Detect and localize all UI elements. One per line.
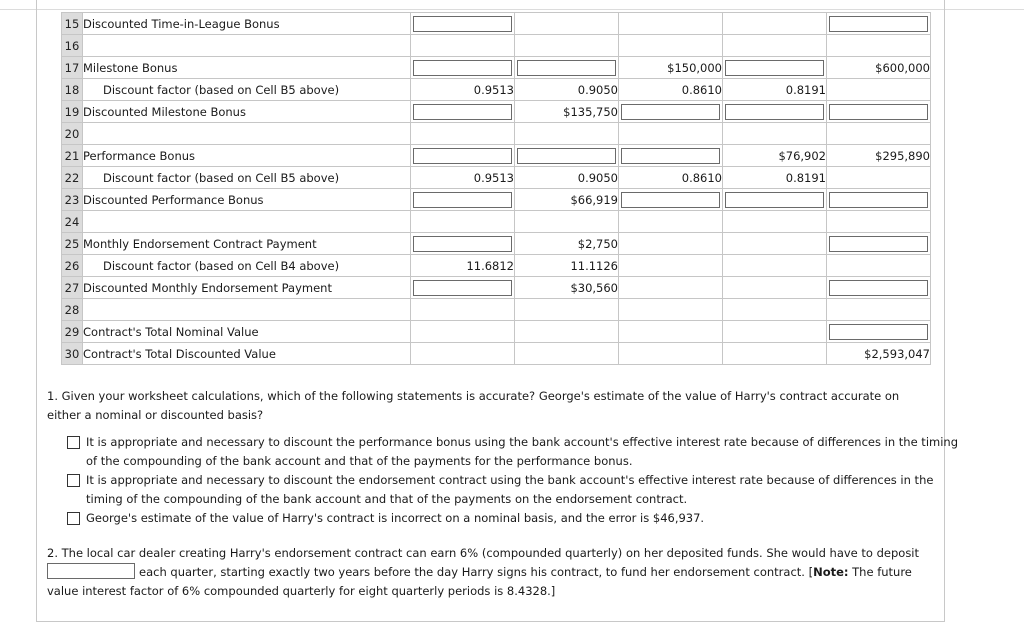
cell-value: $295,890 bbox=[827, 145, 931, 167]
cell-value: 11.1126 bbox=[515, 255, 619, 277]
answer-input-box[interactable] bbox=[413, 236, 512, 252]
row-number: 25 bbox=[62, 233, 83, 255]
cell-input[interactable] bbox=[723, 189, 827, 211]
sheet-row bbox=[62, 255, 931, 277]
cell-input[interactable] bbox=[411, 57, 515, 79]
row-label bbox=[83, 123, 411, 145]
sheet-row bbox=[62, 79, 931, 101]
answer-input-box[interactable] bbox=[829, 104, 928, 120]
cell-empty bbox=[515, 299, 619, 321]
option-1-label: It is appropriate and necessary to discount the performance bonus using the bank account's effective interest rate because of differences in the timing of the compounding of the bank account and that of the payments for the performance bonus. bbox=[86, 435, 958, 468]
row-number: 18 bbox=[62, 79, 83, 101]
answer-input-box[interactable] bbox=[413, 192, 512, 208]
row-label bbox=[83, 35, 411, 57]
cell-empty bbox=[723, 233, 827, 255]
cell-input[interactable] bbox=[411, 277, 515, 299]
answer-input-box[interactable] bbox=[725, 104, 824, 120]
sheet-row bbox=[62, 321, 931, 343]
cell-empty bbox=[619, 211, 723, 233]
cell-empty bbox=[723, 277, 827, 299]
cell-empty bbox=[619, 13, 723, 35]
row-label bbox=[83, 299, 411, 321]
answer-input-box[interactable] bbox=[829, 324, 928, 340]
row-label: Contract's Total Nominal Value bbox=[83, 321, 411, 343]
sheet-row bbox=[62, 13, 931, 35]
note-text: The future value interest factor of 6% compounded quarterly for eight quarterly periods is 8.4328.] bbox=[47, 565, 912, 598]
row-label: Discount factor (based on Cell B4 above) bbox=[83, 255, 411, 277]
answer-input-box[interactable] bbox=[829, 236, 928, 252]
cell-input[interactable] bbox=[827, 233, 931, 255]
cell-empty bbox=[827, 35, 931, 57]
row-label bbox=[83, 211, 411, 233]
cell-value: 0.9050 bbox=[515, 167, 619, 189]
answer-input-box[interactable] bbox=[725, 192, 824, 208]
cell-input[interactable] bbox=[411, 13, 515, 35]
sheet-row bbox=[62, 123, 931, 145]
row-number: 23 bbox=[62, 189, 83, 211]
answer-input-box[interactable] bbox=[517, 148, 616, 164]
sheet-row bbox=[62, 211, 931, 233]
row-label: Contract's Total Discounted Value bbox=[83, 343, 411, 365]
question-2-text bbox=[47, 544, 927, 601]
sheet-row bbox=[62, 145, 931, 167]
cell-empty bbox=[619, 255, 723, 277]
cell-empty bbox=[619, 277, 723, 299]
answer-input-box[interactable] bbox=[413, 16, 512, 32]
cell-empty bbox=[515, 123, 619, 145]
sheet-row bbox=[62, 277, 931, 299]
cell-empty bbox=[827, 299, 931, 321]
cell-empty bbox=[619, 35, 723, 57]
cell-empty bbox=[515, 13, 619, 35]
answer-input-box[interactable] bbox=[829, 280, 928, 296]
option-3[interactable] bbox=[67, 509, 958, 528]
answer-input-box[interactable] bbox=[829, 16, 928, 32]
cell-input[interactable] bbox=[827, 277, 931, 299]
row-label: Discount factor (based on Cell B5 above) bbox=[83, 79, 411, 101]
cell-empty bbox=[619, 123, 723, 145]
row-number: 22 bbox=[62, 167, 83, 189]
cell-value: $150,000 bbox=[619, 57, 723, 79]
cell-empty bbox=[827, 255, 931, 277]
row-label: Discounted Performance Bonus bbox=[83, 189, 411, 211]
sheet-row bbox=[62, 299, 931, 321]
cell-empty bbox=[619, 233, 723, 255]
sheet-row bbox=[62, 233, 931, 255]
checkbox-option-2[interactable] bbox=[67, 474, 80, 487]
question-2-intro: 2. The local car dealer creating Harry's endorsement contract can earn 6% (compounded quarterly) on her deposited funds. She would have to deposit bbox=[47, 546, 920, 560]
row-label: Discounted Monthly Endorsement Payment bbox=[83, 277, 411, 299]
answer-input-box[interactable] bbox=[413, 148, 512, 164]
cell-empty bbox=[619, 343, 723, 365]
cell-input[interactable] bbox=[619, 101, 723, 123]
option-3-label: George's estimate of the value of Harry's contract is incorrect on a nominal basis, and the error is $46,937. bbox=[86, 511, 705, 525]
answer-input-box[interactable] bbox=[413, 60, 512, 76]
row-number: 19 bbox=[62, 101, 83, 123]
cell-value: 11.6812 bbox=[411, 255, 515, 277]
cell-value: 0.8610 bbox=[619, 79, 723, 101]
option-1[interactable] bbox=[67, 433, 958, 471]
cell-input[interactable] bbox=[827, 13, 931, 35]
sheet-row bbox=[62, 57, 931, 79]
row-number: 16 bbox=[62, 35, 83, 57]
row-number: 20 bbox=[62, 123, 83, 145]
row-number: 26 bbox=[62, 255, 83, 277]
note-label: Note: bbox=[813, 565, 849, 579]
cell-empty bbox=[411, 343, 515, 365]
checkbox-option-3[interactable] bbox=[67, 512, 80, 525]
row-number: 21 bbox=[62, 145, 83, 167]
cell-input[interactable] bbox=[411, 145, 515, 167]
cell-empty bbox=[411, 299, 515, 321]
option-2[interactable] bbox=[67, 471, 958, 509]
row-number: 27 bbox=[62, 277, 83, 299]
worksheet-table bbox=[61, 12, 931, 365]
cell-input[interactable] bbox=[619, 189, 723, 211]
cell-value: 0.8191 bbox=[723, 167, 827, 189]
cell-value: 0.9513 bbox=[411, 79, 515, 101]
cell-empty bbox=[723, 35, 827, 57]
cell-empty bbox=[411, 123, 515, 145]
cell-input[interactable] bbox=[515, 145, 619, 167]
sheet-row bbox=[62, 343, 931, 365]
cell-empty bbox=[723, 211, 827, 233]
cell-value: 0.8610 bbox=[619, 167, 723, 189]
row-label: Discounted Milestone Bonus bbox=[83, 101, 411, 123]
answer-input-box[interactable] bbox=[621, 104, 720, 120]
cell-empty bbox=[515, 343, 619, 365]
cell-input[interactable] bbox=[827, 321, 931, 343]
cell-value: $30,560 bbox=[515, 277, 619, 299]
sheet-row bbox=[62, 189, 931, 211]
question-1-text: 1. Given your worksheet calculations, which of the following statements is accurate? George's estimate of the value of Harry's contract accurate on either a nominal or discounted basis? bbox=[47, 389, 900, 422]
deposit-answer-input[interactable] bbox=[47, 563, 135, 579]
row-number: 24 bbox=[62, 211, 83, 233]
cell-input[interactable] bbox=[411, 189, 515, 211]
option-2-label: It is appropriate and necessary to discount the endorsement contract using the bank account's effective interest rate because of differences in the timing of the compounding of the bank account and that of the payments on the endorsement contract. bbox=[86, 473, 934, 506]
cell-empty bbox=[723, 13, 827, 35]
answer-input-box[interactable] bbox=[517, 60, 616, 76]
row-number: 15 bbox=[62, 13, 83, 35]
answer-input-box[interactable] bbox=[829, 192, 928, 208]
cell-empty bbox=[515, 35, 619, 57]
row-label: Discounted Time-in-League Bonus bbox=[83, 13, 411, 35]
cell-input[interactable] bbox=[411, 233, 515, 255]
cell-empty bbox=[723, 321, 827, 343]
cell-empty bbox=[827, 167, 931, 189]
answer-input-box[interactable] bbox=[621, 192, 720, 208]
cell-empty bbox=[827, 123, 931, 145]
row-label: Performance Bonus bbox=[83, 145, 411, 167]
row-label: Discount factor (based on Cell B5 above) bbox=[83, 167, 411, 189]
row-number: 30 bbox=[62, 343, 83, 365]
cell-empty bbox=[723, 255, 827, 277]
cell-empty bbox=[723, 123, 827, 145]
answer-input-box[interactable] bbox=[413, 280, 512, 296]
cell-empty bbox=[411, 211, 515, 233]
cell-value: 0.9513 bbox=[411, 167, 515, 189]
cell-input[interactable] bbox=[619, 145, 723, 167]
cell-value: $135,750 bbox=[515, 101, 619, 123]
sheet-row bbox=[62, 35, 931, 57]
cell-empty bbox=[619, 321, 723, 343]
cell-input[interactable] bbox=[515, 57, 619, 79]
cell-input[interactable] bbox=[827, 189, 931, 211]
answer-input-box[interactable] bbox=[725, 60, 824, 76]
cell-empty bbox=[619, 299, 723, 321]
row-label: Milestone Bonus bbox=[83, 57, 411, 79]
cell-empty bbox=[515, 321, 619, 343]
cell-value: $2,750 bbox=[515, 233, 619, 255]
cell-input[interactable] bbox=[411, 101, 515, 123]
cell-input[interactable] bbox=[723, 101, 827, 123]
cell-input[interactable] bbox=[827, 101, 931, 123]
cell-value: $66,919 bbox=[515, 189, 619, 211]
question-2-continuation: each quarter, starting exactly two years before the day Harry signs his contract, to fund her endorsement contract. [ bbox=[139, 565, 814, 579]
cell-value: $2,593,047 bbox=[827, 343, 931, 365]
sheet-row bbox=[62, 101, 931, 123]
answer-input-box[interactable] bbox=[621, 148, 720, 164]
cell-value: 0.8191 bbox=[723, 79, 827, 101]
cell-input[interactable] bbox=[723, 57, 827, 79]
row-label: Monthly Endorsement Contract Payment bbox=[83, 233, 411, 255]
row-number: 29 bbox=[62, 321, 83, 343]
cell-empty bbox=[723, 299, 827, 321]
cell-value: $600,000 bbox=[827, 57, 931, 79]
cell-value: 0.9050 bbox=[515, 79, 619, 101]
cell-empty bbox=[411, 35, 515, 57]
cell-empty bbox=[827, 211, 931, 233]
cell-empty bbox=[723, 343, 827, 365]
answer-input-box[interactable] bbox=[413, 104, 512, 120]
cell-empty bbox=[827, 79, 931, 101]
row-number: 28 bbox=[62, 299, 83, 321]
row-number: 17 bbox=[62, 57, 83, 79]
sheet-row bbox=[62, 167, 931, 189]
checkbox-option-1[interactable] bbox=[67, 436, 80, 449]
cell-empty bbox=[411, 321, 515, 343]
cell-empty bbox=[515, 211, 619, 233]
cell-value: $76,902 bbox=[723, 145, 827, 167]
